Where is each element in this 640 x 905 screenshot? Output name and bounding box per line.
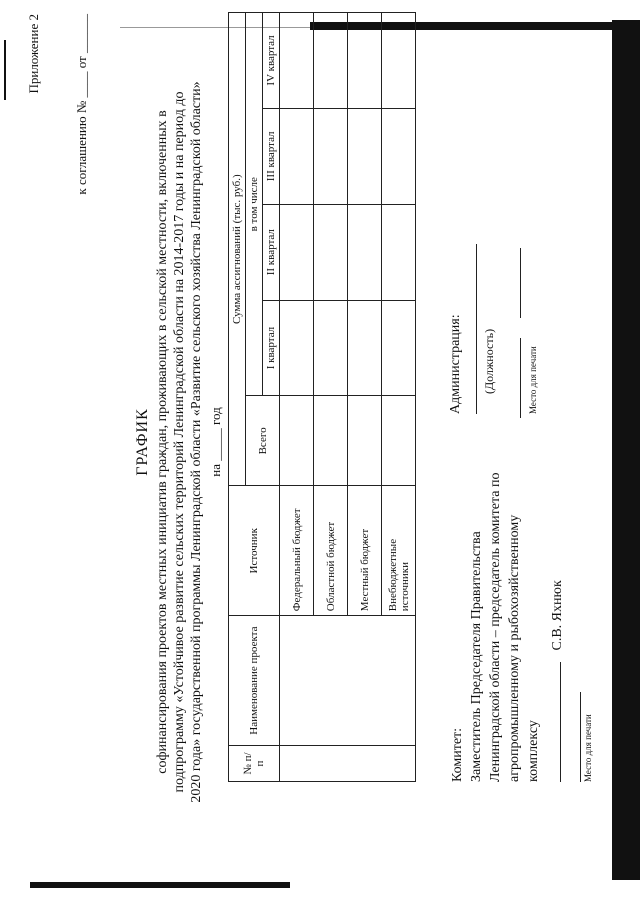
committee-signature-block [448,472,543,782]
cell-value [280,396,314,486]
cell-project-name [280,616,416,746]
cell-value [280,204,314,300]
document-subtitle [154,42,205,842]
cell-value [314,204,348,300]
cell-value [314,396,348,486]
subtitle-line: 2020 года» государственной программы Ленинградской области «Развитие сельского хозяйства Ленинградской области» [189,81,204,803]
cell-value [382,300,416,396]
administration-signature-block [448,314,496,414]
scan-edge-bottom [30,882,290,888]
committee-signature-row [550,422,566,782]
cell-value [348,108,382,204]
cell-value [280,13,314,109]
agreement-reference: к соглашению № ____ от ______ [74,14,89,195]
header-q1: I квартал [263,300,280,396]
year-line: на _____ год [208,407,223,477]
cell-value [314,13,348,109]
cell-value [382,13,416,109]
seal-place-right: Место для печати [528,346,538,414]
cell-value [382,396,416,486]
committee-signatory-name: С.В. Яхнюк [550,580,565,651]
cell-value [280,300,314,396]
signature-line [520,338,521,418]
cell-source: Местный бюджет [348,486,382,616]
cell-source: Внебюджетные источники [382,486,416,616]
committee-position-line: Ленинградской области – председатель комитета по [488,472,503,782]
subtitle-line: софинансирования проектов местных инициатив граждан, проживающих в сельской местности, включенных в [155,110,170,774]
appendix-label: Приложение 2 [26,14,41,94]
committee-position-line: Заместитель Председателя Правительства [469,531,484,782]
header-q4: IV квартал [263,13,280,109]
cell-value [348,300,382,396]
position-line [476,244,477,414]
cofinancing-table [228,12,416,782]
cell-num [280,746,416,782]
cell-value [314,108,348,204]
document-title: ГРАФИК [134,408,151,476]
seal-place-left: Место для печати [580,692,593,782]
cell-value [382,108,416,204]
administration-label: Администрация: [448,314,463,414]
signature-line [560,662,561,782]
header-q3: III квартал [263,108,280,204]
committee-position-line: агропромышленному и рыбохозяйственному [507,514,522,782]
signature-name-line [520,248,521,318]
header-source: Источник [229,486,280,616]
table-row [280,13,314,782]
cell-value [348,204,382,300]
rotated-document-page [20,2,620,882]
cell-source: Федеральный бюджет [280,486,314,616]
cell-value [348,396,382,486]
header-sum: Сумма ассигнований (тыс. руб.) [229,13,246,486]
cell-value [280,108,314,204]
header-including: в том числе [246,13,263,396]
committee-label: Комитет: [450,727,465,782]
subtitle-line: подпрограмму «Устойчивое развитие сельских территорий Ленинградской области на 2014-2017 годы и на период до [172,91,187,793]
scan-edge-left [4,40,6,100]
cell-value [382,204,416,300]
position-placeholder: (Должность) [482,328,496,394]
cell-source: Областной бюджет [314,486,348,616]
header-project-name: Наименование проекта [229,616,280,746]
header-q2: II квартал [263,204,280,300]
committee-position-line: комплексу [526,720,541,782]
header-total: Всего [246,396,280,486]
cell-value [348,13,382,109]
header-num: № п/п [229,746,280,782]
cell-value [314,300,348,396]
